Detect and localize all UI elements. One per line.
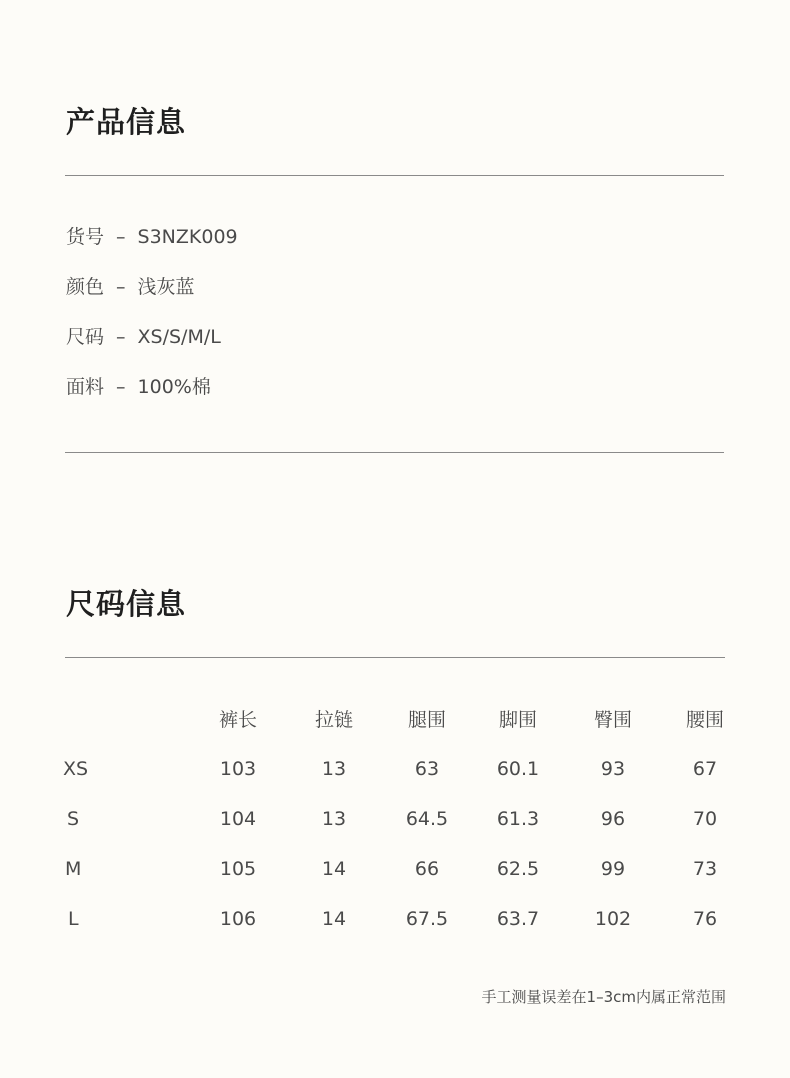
table-cell: 104 <box>219 808 257 830</box>
info-separator: – <box>116 376 126 398</box>
table-cell: 67 <box>692 758 718 780</box>
info-label: 颜色 <box>66 276 105 298</box>
table-cell: 70 <box>692 808 718 830</box>
column-header: 臀围 <box>593 709 633 731</box>
column-header: 拉链 <box>314 709 354 731</box>
info-item-sku <box>66 224 238 274</box>
table-cell: 14 <box>321 908 347 930</box>
table-cell: 13 <box>321 808 347 830</box>
row-size-label: L <box>68 908 79 930</box>
table-cell: 93 <box>600 758 626 780</box>
table-cell: 106 <box>219 908 257 930</box>
info-value: 浅灰蓝 <box>137 276 195 298</box>
table-cell: 60.1 <box>496 758 540 780</box>
table-cell: 96 <box>600 808 626 830</box>
row-size-label: S <box>67 808 80 830</box>
column-header: 脚围 <box>498 709 538 731</box>
table-cell: 63 <box>414 758 440 780</box>
divider <box>65 657 725 658</box>
info-separator: – <box>116 276 126 298</box>
table-cell: 62.5 <box>496 858 540 880</box>
table-cell: 99 <box>600 858 626 880</box>
table-cell: 61.3 <box>496 808 540 830</box>
table-cell: 73 <box>692 858 718 880</box>
info-value: 100%棉 <box>137 376 211 398</box>
info-value: XS/S/M/L <box>137 326 221 348</box>
table-cell: 14 <box>321 858 347 880</box>
row-size-label: XS <box>63 758 89 780</box>
info-label: 尺码 <box>66 326 105 348</box>
table-cell: 63.7 <box>496 908 540 930</box>
table-cell: 105 <box>219 858 257 880</box>
info-item-fabric <box>66 374 238 424</box>
table-cell: 102 <box>594 908 632 930</box>
info-value: S3NZK009 <box>137 226 238 248</box>
table-cell: 13 <box>321 758 347 780</box>
row-size-label: M <box>65 858 82 880</box>
measurement-note: 手工测量误差在1–3cm内属正常范围 <box>481 988 726 1006</box>
product-info-title: 产品信息 <box>66 105 187 139</box>
info-label: 面料 <box>66 376 105 398</box>
info-label: 货号 <box>66 226 105 248</box>
size-info-title: 尺码信息 <box>66 587 187 621</box>
table-cell: 76 <box>692 908 718 930</box>
info-separator: – <box>116 326 126 348</box>
table-cell: 64.5 <box>405 808 449 830</box>
column-header: 腰围 <box>685 709 725 731</box>
divider <box>65 175 724 176</box>
divider <box>65 452 724 453</box>
table-cell: 67.5 <box>405 908 449 930</box>
column-header: 裤长 <box>218 709 258 731</box>
info-item-color <box>66 274 238 324</box>
info-separator: – <box>116 226 126 248</box>
product-info-list <box>66 224 238 424</box>
column-header: 腿围 <box>407 709 447 731</box>
info-item-size <box>66 324 238 374</box>
table-cell: 66 <box>414 858 440 880</box>
table-cell: 103 <box>219 758 257 780</box>
